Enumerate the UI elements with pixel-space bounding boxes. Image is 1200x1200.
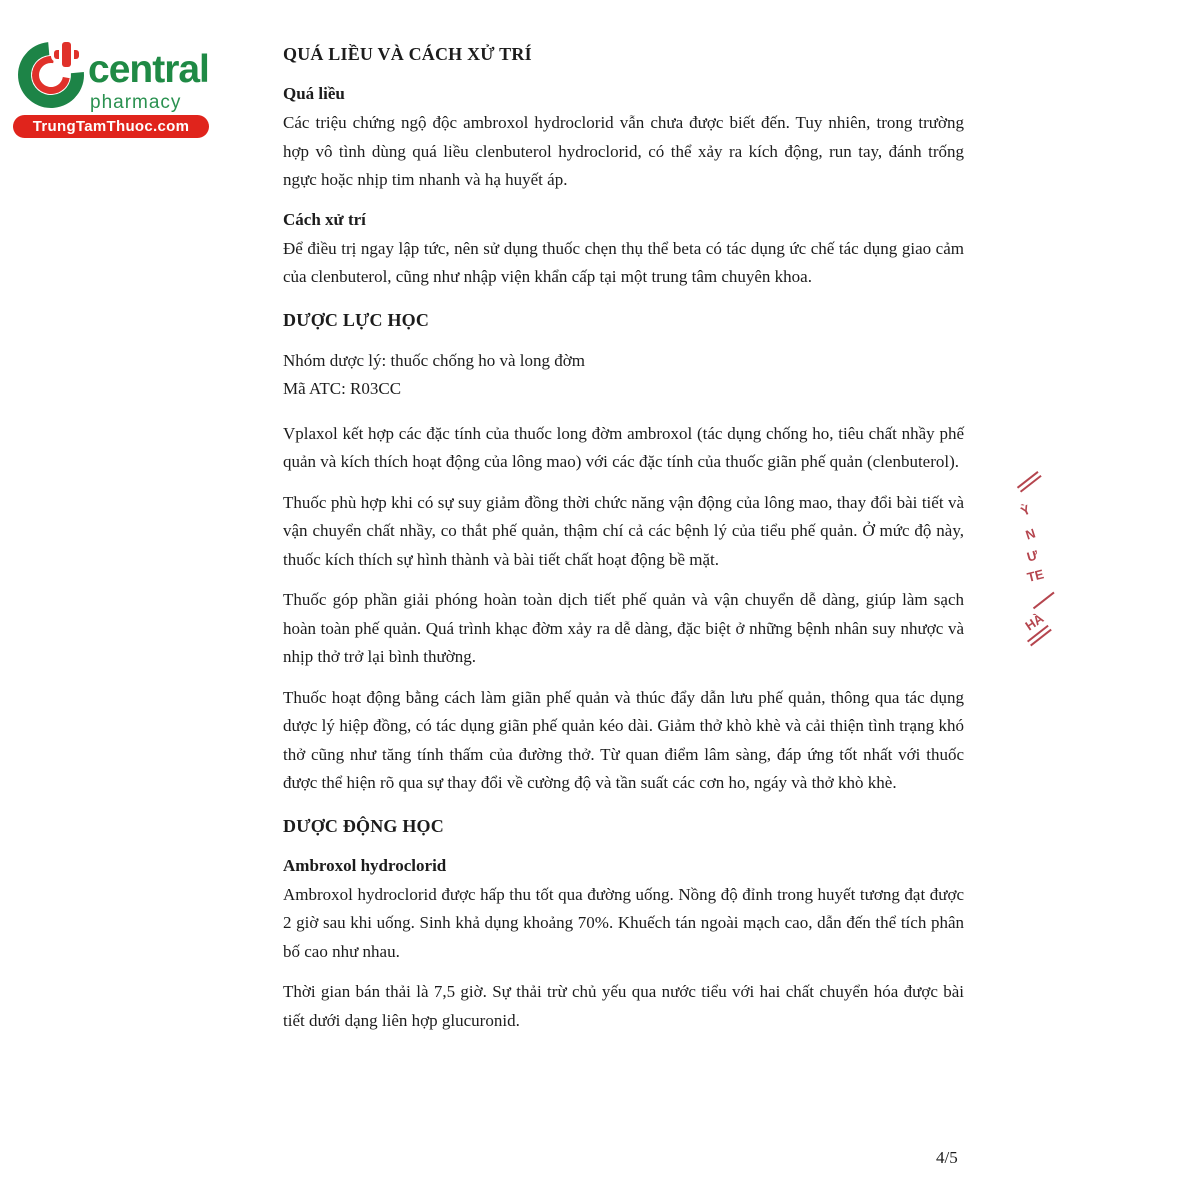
red-stamp-fragment [1007, 466, 1065, 644]
central-pharmacy-logo [12, 36, 217, 142]
logo-website-text: TrungTamThuoc.com [32, 118, 190, 135]
subheading-cach-xu-tri: Cách xử trí [283, 209, 366, 229]
stamp-letter: Ư [1025, 547, 1040, 565]
section-heading-pharmacokinetics: DƯỢC ĐỘNG HỌC [283, 815, 444, 836]
stamp-line [1033, 592, 1055, 610]
paragraph-overdose-symptoms: Các triệu chứng ngộ độc ambroxol hydroclorid vẫn chưa được biết đến. Tuy nhiên, trong trường hợp vô tình dùng quá liều clenbuterol hydroclorid, có thể xảy ra kích động, run tay, đánh trống ngực hoặc nhịp tim nhanh và hạ huyết áp. [283, 113, 964, 189]
logo-tagline-text: pharmacy [90, 92, 182, 113]
paragraph-secretion-release: Thuốc góp phần giải phóng hoàn toàn dịch tiết phế quản và vận chuyển dễ dàng, giúp làm sạch hoàn toàn phế quản. Quá trình khạc đờm xảy ra dễ dàng, đặc biệt ở những bệnh nhân suy nhược và nhịp thở trở lại bình thường. [283, 590, 964, 666]
paragraph-ambroxol-absorption: Ambroxol hydroclorid được hấp thu tốt qua đường uống. Nồng độ đỉnh trong huyết tương đạt được 2 giờ sau khi uống. Sinh khả dụng khoảng 70%. Khuếch tán ngoài mạch cao, dẫn đến thể tích phân bố cao như nhau. [283, 884, 964, 961]
paragraph-overdose-treatment: Để điều trị ngay lập tức, nên sử dụng thuốc chẹn thụ thể beta có tác dụng ức chế tác dụng giao cảm của clenbuterol, cũng như nhập viện khẩn cấp tại một trung tâm chuyên khoa. [283, 238, 964, 286]
paragraph-vplaxol-combination: Vplaxol kết hợp các đặc tính của thuốc long đờm ambroxol (tác dụng chống ho, tiêu chất nhầy phế quản và kích thích hoạt động của lông mao) với các đặc tính của thuốc giãn phế quản (clenbuterol). [283, 423, 964, 471]
line-pharm-group: Nhóm dược lý: thuốc chống ho và long đờm [283, 350, 585, 370]
line-atc-code: Mã ATC: R03CC [283, 379, 402, 398]
document-body [283, 42, 964, 1047]
stamp-letter: TE [1025, 566, 1046, 585]
subheading-ambroxol: Ambroxol hydroclorid [283, 855, 447, 875]
stamp-letter: Ỳ [1018, 501, 1033, 519]
logo-plus-icon [62, 42, 71, 67]
logo-brand-text: central [88, 48, 209, 91]
subheading-qua-lieu: Quá liều [283, 84, 345, 103]
stamp-letter: N [1023, 525, 1038, 543]
stamp-letter: HÀ [1022, 610, 1047, 634]
stamp-line [1017, 471, 1042, 493]
paragraph-indicated-conditions: Thuốc phù hợp khi có sự suy giảm đồng thời chức năng vận động của lông mao, thay đổi bài tiết và vận chuyển chất nhầy, co thắt phế quản, thậm chí cả các bệnh lý của tiểu phế quản. Ở mức độ này, thuốc kích thích sự hình thành và bài tiết chất hoạt động bề mặt. [283, 492, 964, 569]
paragraph-ambroxol-halflife: Thời gian bán thải là 7,5 giờ. Sự thải trừ chủ yếu qua nước tiểu với hai chất chuyển hóa được bài tiết dưới dạng liên hợp glucuronid. [283, 982, 964, 1030]
page-number: 4/5 [936, 1148, 958, 1167]
section-heading-overdose: QUÁ LIỀU VÀ CÁCH XỬ TRÍ [283, 44, 532, 64]
logo-website-pill [13, 115, 209, 138]
paragraph-mechanism: Thuốc hoạt động bằng cách làm giãn phế quản và thúc đẩy dẫn lưu phế quản, thông qua tác dụng dược lý hiệp đồng, có tác dụng giãn phế quản kéo dài. Giảm thở khò khè và cải thiện tình trạng khó thở cũng như tăng tính thấm của đường thở. Từ quan điểm lâm sàng, đáp ứng tốt nhất với thuốc được thể hiện rõ qua sự thay đổi về cường độ và tần suất các cơn ho, ngáy và thở khò khè. [283, 687, 964, 792]
section-heading-pharmacodynamics: DƯỢC LỰC HỌC [283, 309, 430, 330]
